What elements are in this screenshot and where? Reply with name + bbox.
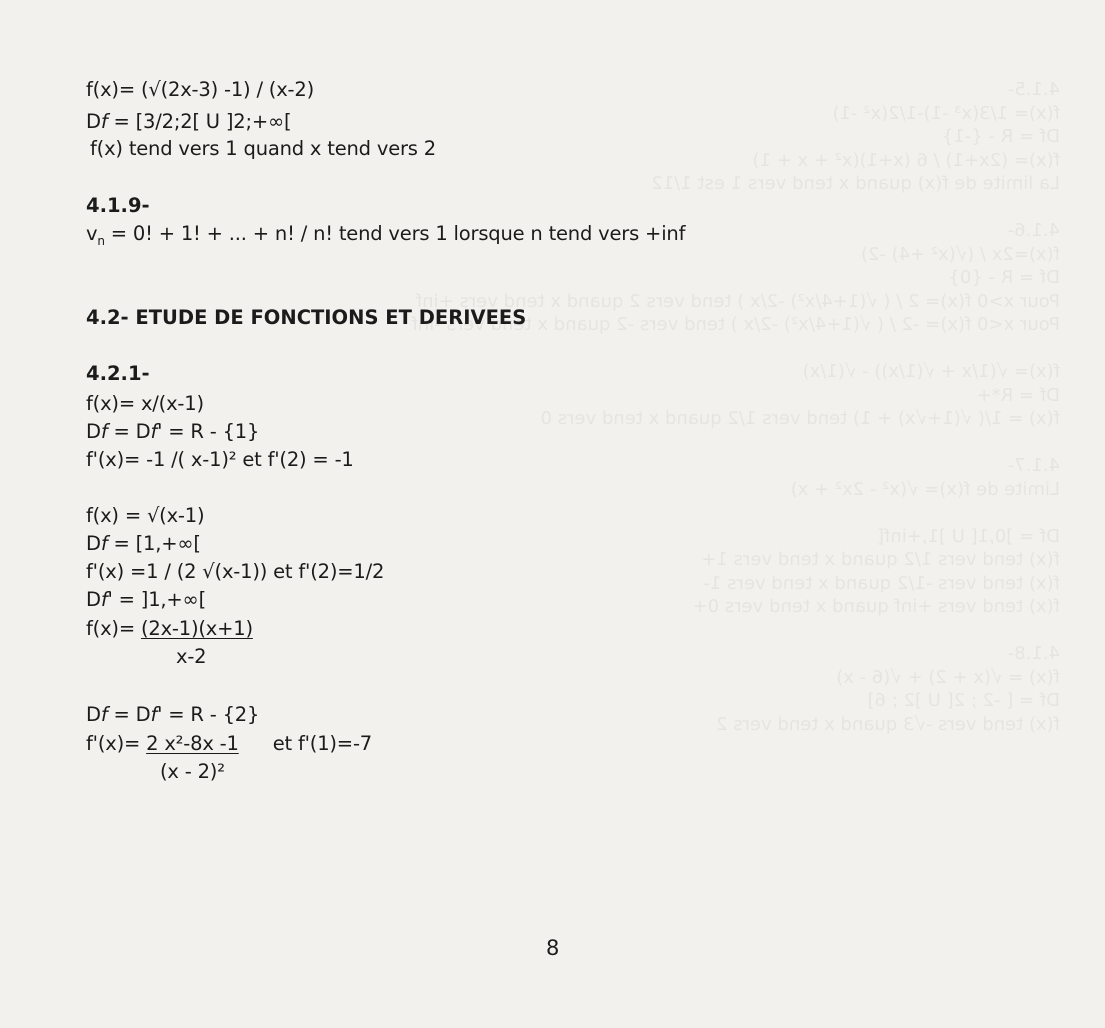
ghost-line: f(x)= 1/3(x³ -1)-1/2(x² -1) bbox=[832, 102, 1060, 124]
ghost-line: 4.1.8- bbox=[1007, 643, 1060, 664]
ghost-line: 4.1.6- bbox=[1007, 220, 1060, 241]
ghost-line: La limite de f(x) quand x tend vers 1 est 1/12 bbox=[651, 173, 1060, 194]
ghost-line: f(x) = 1/( √(1+√x) + 1) tend vers 1/2 quand x tend vers 0 bbox=[540, 408, 1060, 429]
section-heading-4-1-9: 4.1.9- bbox=[86, 194, 150, 217]
func-a-def: f(x)= x/(x-1) bbox=[86, 392, 204, 415]
domain-value: = ]1,+∞[ bbox=[112, 588, 206, 611]
f-prime-letter: f' bbox=[100, 588, 113, 611]
f-letter: f bbox=[100, 532, 108, 555]
ghost-line: f(x)= √(1/x + √(1/x)) - √(1/x) bbox=[802, 361, 1060, 382]
ghost-line: f(x) tend vers +inf quand x tend vers 0+ bbox=[692, 596, 1060, 617]
sequence-line bbox=[86, 222, 685, 253]
func-b-domain bbox=[86, 532, 201, 556]
domain-value: = R - {1} bbox=[162, 420, 260, 443]
ghost-line bbox=[540, 619, 1060, 643]
ghost-line: f(x)=2x / (√(x² +4) -2) bbox=[860, 243, 1060, 265]
derivative-value: et f'(1)=-7 bbox=[272, 732, 372, 755]
func-b-deriv-domain bbox=[86, 588, 206, 612]
ghost-line: f(x) tend vers -√3 quand x tend vers 2 bbox=[716, 713, 1060, 735]
ghost-line bbox=[540, 501, 1060, 525]
func-c-deriv-denominator: (x - 2)² bbox=[160, 760, 225, 783]
func-c-derivative bbox=[86, 732, 372, 756]
f-letter: f bbox=[100, 420, 108, 443]
domain-value: = [1,+∞[ bbox=[107, 532, 201, 555]
func-a-domain bbox=[86, 420, 259, 444]
func-c-domain bbox=[86, 703, 259, 727]
func-c-denominator: x-2 bbox=[176, 645, 207, 668]
ghost-line: f(x)= (2x+1) / 6 (x+1)(x² + x + 1) bbox=[752, 149, 1060, 171]
f-letter: f bbox=[100, 703, 108, 726]
formula-f-def: f(x)= (√(2x-3) -1) / (x-2) bbox=[86, 78, 315, 101]
fraction-prefix: f(x)= bbox=[86, 617, 141, 640]
ghost-line: Pour x>0 f(x)= 2 / ( √(1+4/x²) -2/x ) tend vers 2 quand x tend vers +inf bbox=[415, 290, 1060, 312]
ghost-line: f(x) tend vers -1/2 quand x tend vers 1- bbox=[703, 572, 1060, 594]
ghost-line: Df = [ -2 ; 2[ U ]2 ; 6] bbox=[867, 690, 1060, 711]
d-letter: D bbox=[86, 532, 101, 555]
d-letter: D bbox=[86, 588, 101, 611]
func-c-def bbox=[86, 617, 253, 641]
eq-d: = D bbox=[107, 420, 151, 443]
func-b-derivative: f'(x) =1 / (2 √(x-1)) et f'(2)=1/2 bbox=[86, 560, 385, 583]
ghost-line bbox=[540, 431, 1060, 455]
ghost-line: Df = R - {-1} bbox=[941, 126, 1060, 147]
bleed-through-text bbox=[411, 78, 1060, 898]
d-letter: D bbox=[86, 703, 101, 726]
ghost-line: Limite de f(x)= √(x² - 2x² + x) bbox=[790, 478, 1060, 500]
eq-d: = D bbox=[107, 703, 151, 726]
f-prime-letter: f' bbox=[150, 703, 163, 726]
ghost-line: f(x) tend vers 1/2 quand x tend vers 1+ bbox=[701, 549, 1060, 570]
ghost-line: Df = R - {0} bbox=[948, 267, 1060, 288]
ghost-line: Pour x<0 f(x)= -2 / ( √(1+4/x²) -2/x ) tend vers -2 quand x tend vers -inf bbox=[411, 314, 1060, 335]
fraction-numerator: (2x-1)(x+1) bbox=[140, 617, 253, 640]
ghost-line bbox=[540, 337, 1060, 361]
section-heading-4-2-1: 4.2.1- bbox=[86, 362, 150, 385]
ghost-line: 4.1.7- bbox=[1007, 455, 1060, 476]
page-number: 8 bbox=[546, 936, 560, 960]
ghost-line: 4.1.5- bbox=[1007, 79, 1060, 100]
domain-d: D bbox=[86, 110, 101, 133]
domain-line bbox=[86, 110, 291, 134]
sequence-v: v bbox=[86, 222, 98, 245]
chapter-heading-4-2: 4.2- ETUDE DE FONCTIONS ET DERIVEES bbox=[86, 306, 527, 329]
ghost-line bbox=[540, 196, 1060, 220]
ghost-line: Df = R*+ bbox=[976, 384, 1060, 406]
sequence-rest: = 0! + 1! + ... + n! / n! tend vers 1 lorsque n tend vers +inf bbox=[104, 222, 686, 245]
domain-value: = R - {2} bbox=[162, 703, 260, 726]
fraction-numerator: 2 x²-8x -1 bbox=[146, 732, 239, 755]
d-letter: D bbox=[86, 420, 101, 443]
limit-line: f(x) tend vers 1 quand x tend vers 2 bbox=[90, 137, 436, 160]
func-b-def: f(x) = √(x-1) bbox=[86, 504, 205, 527]
sequence-sub: n bbox=[97, 233, 105, 248]
domain-f: f bbox=[100, 110, 108, 133]
f-prime-letter: f' bbox=[150, 420, 163, 443]
func-a-derivative: f'(x)= -1 /( x-1)² et f'(2) = -1 bbox=[86, 448, 354, 471]
domain-value: = [3/2;2[ U ]2;+∞[ bbox=[107, 110, 292, 133]
ghost-line: Df = ]0,1[ U ]1,+inf[ bbox=[876, 525, 1060, 547]
fraction-prefix: f'(x)= bbox=[86, 732, 147, 755]
ghost-line: f(x) = √(x + 2) + √(6 - x) bbox=[836, 666, 1060, 688]
